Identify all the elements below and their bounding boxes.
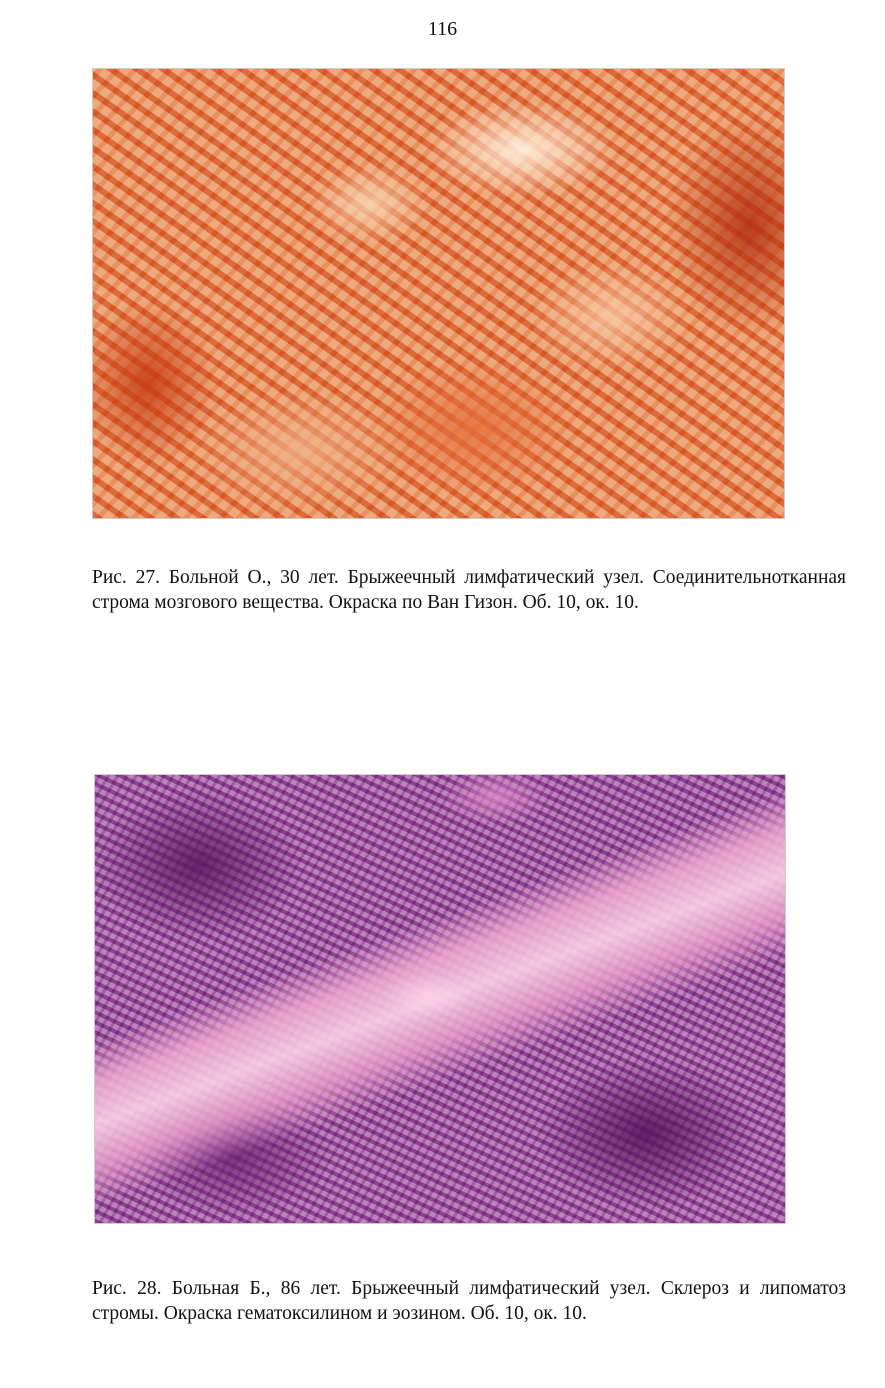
figure-28-micrograph bbox=[94, 774, 786, 1224]
figure-27-caption: Рис. 27. Больной О., 30 лет. Брыжеечный лимфатический узел. Соединительнотканная строма мозгового вещества. Окраска по Ван Гизон. Об. 10, ок. 10. bbox=[92, 567, 846, 613]
bleed-through-text bbox=[34, 640, 855, 780]
figure-28-caption: Рис. 28. Больная Б., 86 лет. Брыжеечный лимфатический узел. Склероз и липоматоз стромы. Окраска гематоксилином и эозином. Об. 10, ок. 10. bbox=[92, 1278, 846, 1324]
figure-27-micrograph bbox=[92, 68, 785, 519]
page-number: 116 bbox=[427, 18, 458, 40]
